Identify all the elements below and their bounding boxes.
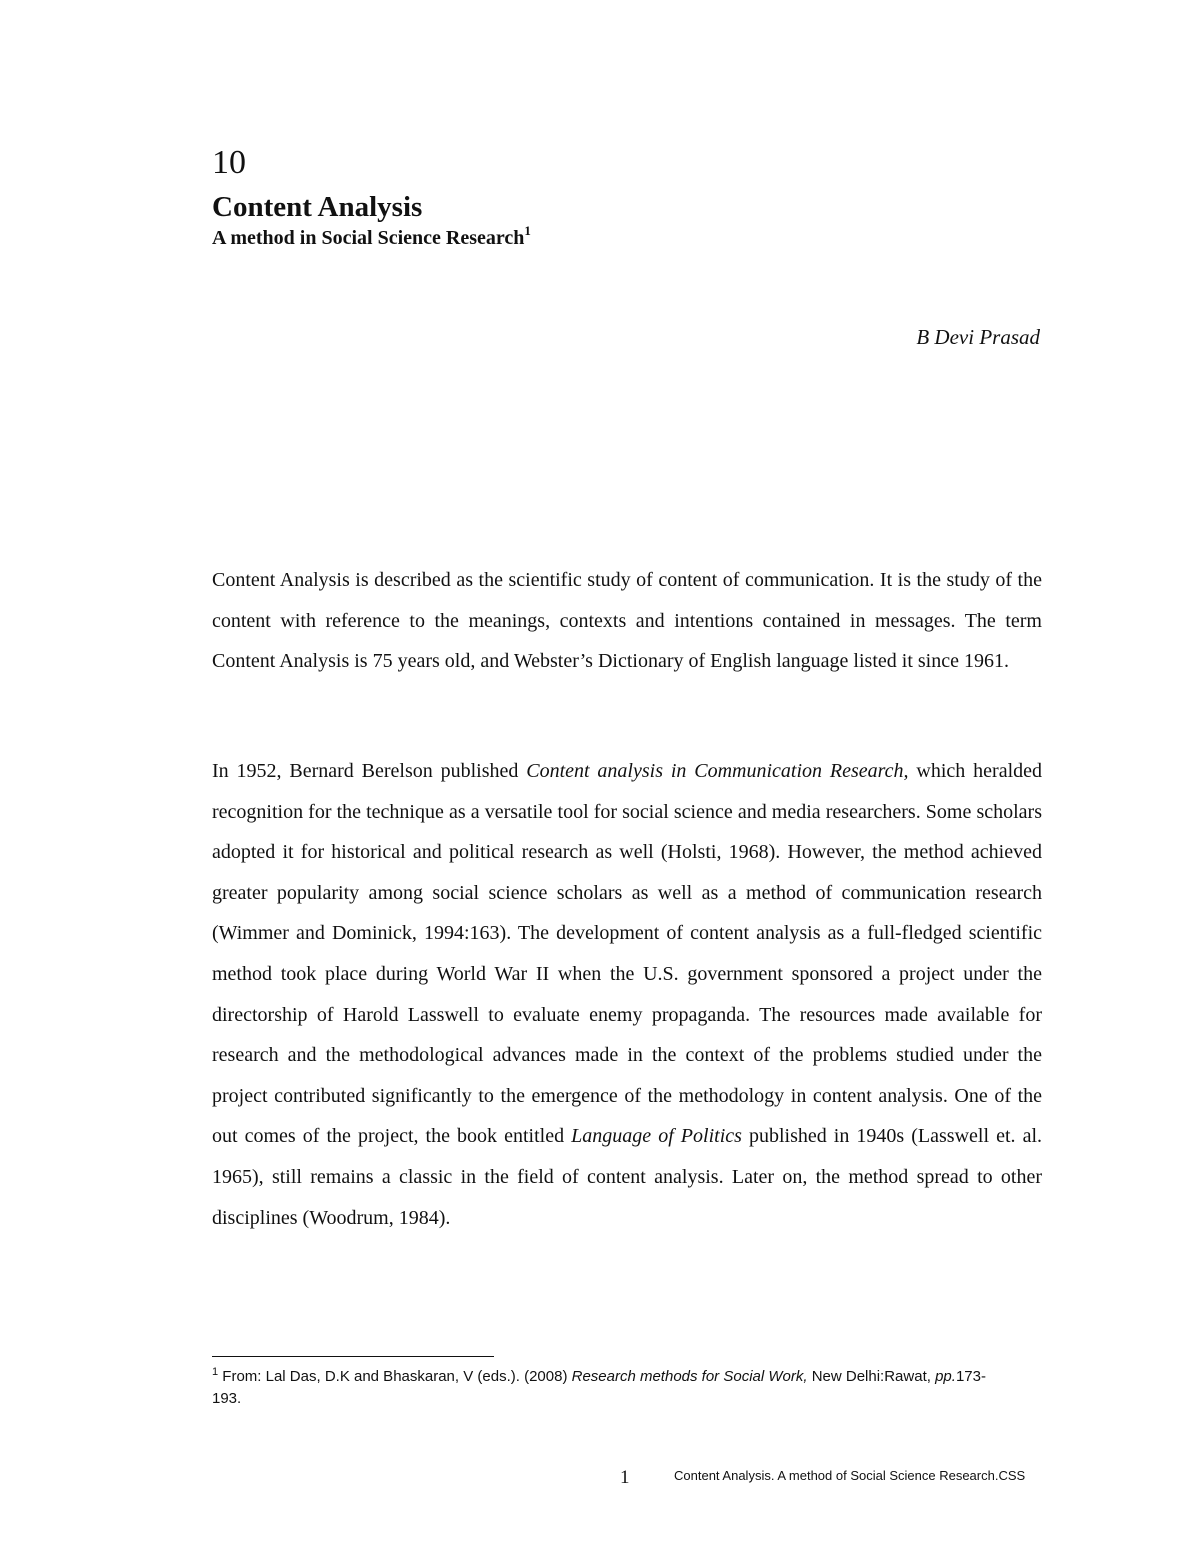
chapter-subtitle: [212, 225, 531, 251]
body-paragraph-2: [212, 751, 1042, 1238]
footnote-mark: 1: [212, 1366, 219, 1378]
author-name: B Devi Prasad: [916, 325, 1040, 349]
footnote: [212, 1366, 1012, 1410]
subtitle-text: A method in Social Science Research: [212, 227, 525, 249]
footnote-reference: 1: [524, 223, 531, 238]
chapter-number: 10: [212, 144, 246, 181]
footnote-text-3: 173-193.: [212, 1368, 986, 1407]
chapter-title: Content Analysis: [212, 191, 423, 223]
footnote-text-1: From: Lal Das, D.K and Bhaskaran, V (eds.). (2008): [218, 1368, 572, 1385]
footnote-text-2: New Delhi:Rawat,: [807, 1368, 936, 1385]
page-number: 1: [620, 1467, 630, 1488]
paragraph-2-text-1: In 1952, Bernard Berelson published: [212, 760, 527, 782]
paragraph-2-text-2: which heralded recognition for the technique as a versatile tool for social science and media researchers. Some scholars adopted it for historical and political research as well (Holsti, 1968). However, the method achieved greater popularity among social science scholars as well as a method of communication research (Wimmer and Dominick, 1994:163). The development of content analysis as a full-fledged scientific method took place during World War II when the U.S. government sponsored a project under the directorship of Harold Lasswell to evaluate enemy propaganda. The resources made available for research and the methodological advances made in the context of the problems studied under the project contributed significantly to the emergence of the methodology in content analysis. One of the out comes of the project, the book entitled: [212, 760, 1043, 1148]
book-title-berelson: Content analysis in Communication Research,: [526, 760, 909, 782]
footnote-separator: [212, 1356, 494, 1357]
book-title-language-of-politics: Language of Politics: [571, 1125, 742, 1148]
running-footer-title: Content Analysis. A method of Social Science Research.CSS: [674, 1468, 1026, 1483]
footnote-book-title: Research methods for Social Work,: [571, 1368, 808, 1385]
body-paragraph-1: Content Analysis is described as the scientific study of content of communication. It is the study of the content with reference to the meanings, contexts and intentions contained in messages. The term Content Analysis is 75 years old, and Webster’s Dictionary of English language listed it since 1961.: [212, 569, 1042, 673]
footnote-pp: pp.: [935, 1368, 956, 1385]
paragraph-2-text-3: published in 1940s (Lasswell et. al. 1965), still remains a classic in the field of content analysis. Later on, the method spread to other disciplines (Woodrum, 1984).: [212, 1125, 1042, 1229]
